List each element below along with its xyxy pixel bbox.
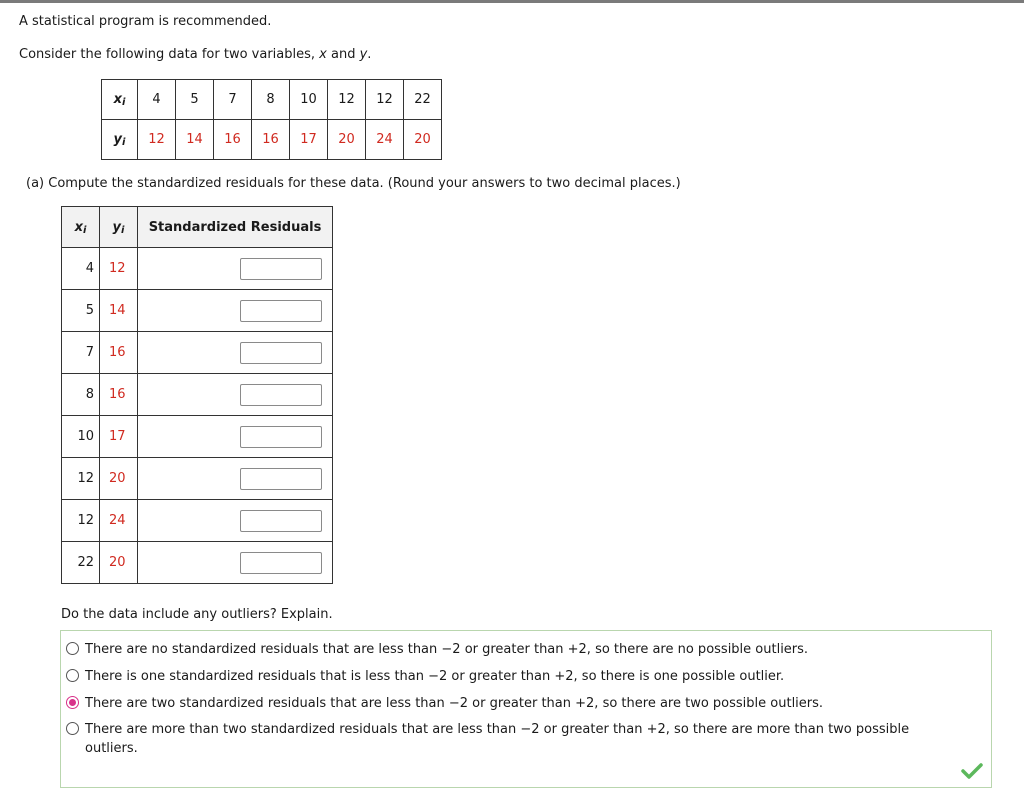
- x-value: 8: [252, 80, 290, 120]
- y-row: [102, 120, 442, 160]
- residual-table: [61, 206, 333, 584]
- table-row: [62, 416, 333, 458]
- row-y: 24: [100, 500, 138, 542]
- option-0[interactable]: [66, 640, 965, 659]
- option-1[interactable]: [66, 667, 965, 686]
- row-y: 20: [100, 542, 138, 584]
- x-value: 7: [214, 80, 252, 120]
- option-label: There are no standardized residuals that are less than −2 or greater than +2, so there are no possible outliers.: [85, 642, 809, 657]
- row-x: 12: [62, 458, 100, 500]
- y-value: 20: [328, 120, 366, 160]
- x-value: 22: [404, 80, 442, 120]
- radio-button[interactable]: [66, 722, 79, 735]
- checkmark-icon: [961, 763, 983, 779]
- part-a-question: (a) Compute the standardized residuals for these data. (Round your answers to two decimal places.): [26, 176, 681, 191]
- radio-button[interactable]: [66, 669, 79, 682]
- radio-button[interactable]: [66, 642, 79, 655]
- row-y: 14: [100, 290, 138, 332]
- header-x: xi: [62, 207, 100, 248]
- y-header: yi: [102, 120, 138, 160]
- residual-input[interactable]: [240, 468, 322, 490]
- row-x: 7: [62, 332, 100, 374]
- option-3[interactable]: [66, 720, 965, 758]
- header-y: yi: [100, 207, 138, 248]
- table-row: [62, 290, 333, 332]
- table-row: [62, 500, 333, 542]
- row-y: 17: [100, 416, 138, 458]
- header-standardized-residuals: Standardized Residuals: [138, 207, 333, 248]
- x-value: 12: [366, 80, 404, 120]
- x-value: 10: [290, 80, 328, 120]
- x-header: xi: [102, 80, 138, 120]
- row-y: 12: [100, 248, 138, 290]
- row-x: 8: [62, 374, 100, 416]
- consider-text: Consider the following data for two variables, x and y.: [19, 47, 372, 62]
- y-value: 24: [366, 120, 404, 160]
- residual-input[interactable]: [240, 552, 322, 574]
- radio-button-selected[interactable]: [66, 696, 79, 709]
- row-x: 10: [62, 416, 100, 458]
- outlier-question: Do the data include any outliers? Explain.: [61, 607, 333, 622]
- y-value: 12: [138, 120, 176, 160]
- answer-choices: [60, 630, 992, 788]
- y-value: 16: [252, 120, 290, 160]
- intro-text: A statistical program is recommended.: [19, 14, 272, 29]
- y-value: 17: [290, 120, 328, 160]
- option-label: There is one standardized residuals that is less than −2 or greater than +2, so there is one possible outlier.: [85, 669, 785, 684]
- row-y: 20: [100, 458, 138, 500]
- option-label: There are two standardized residuals that are less than −2 or greater than +2, so there are two possible outliers.: [85, 696, 824, 711]
- residual-header-row: [62, 207, 333, 248]
- table-row: [62, 458, 333, 500]
- residual-input[interactable]: [240, 426, 322, 448]
- row-y: 16: [100, 374, 138, 416]
- table-row: [62, 248, 333, 290]
- residual-input[interactable]: [240, 258, 322, 280]
- row-x: 12: [62, 500, 100, 542]
- x-value: 5: [176, 80, 214, 120]
- row-x: 5: [62, 290, 100, 332]
- top-border: [0, 0, 1024, 3]
- row-y: 16: [100, 332, 138, 374]
- data-table: [101, 79, 442, 160]
- table-row: [62, 374, 333, 416]
- row-x: 4: [62, 248, 100, 290]
- option-label: There are more than two standardized residuals that are less than −2 or greater than +2, so there are more than two possible outliers.: [85, 722, 910, 756]
- residual-input[interactable]: [240, 300, 322, 322]
- table-row: [62, 542, 333, 584]
- row-x: 22: [62, 542, 100, 584]
- y-value: 14: [176, 120, 214, 160]
- y-value: 20: [404, 120, 442, 160]
- x-value: 4: [138, 80, 176, 120]
- residual-input[interactable]: [240, 384, 322, 406]
- residual-input[interactable]: [240, 342, 322, 364]
- option-2[interactable]: [66, 694, 965, 713]
- table-row: [62, 332, 333, 374]
- x-row: [102, 80, 442, 120]
- residual-input[interactable]: [240, 510, 322, 532]
- x-value: 12: [328, 80, 366, 120]
- y-value: 16: [214, 120, 252, 160]
